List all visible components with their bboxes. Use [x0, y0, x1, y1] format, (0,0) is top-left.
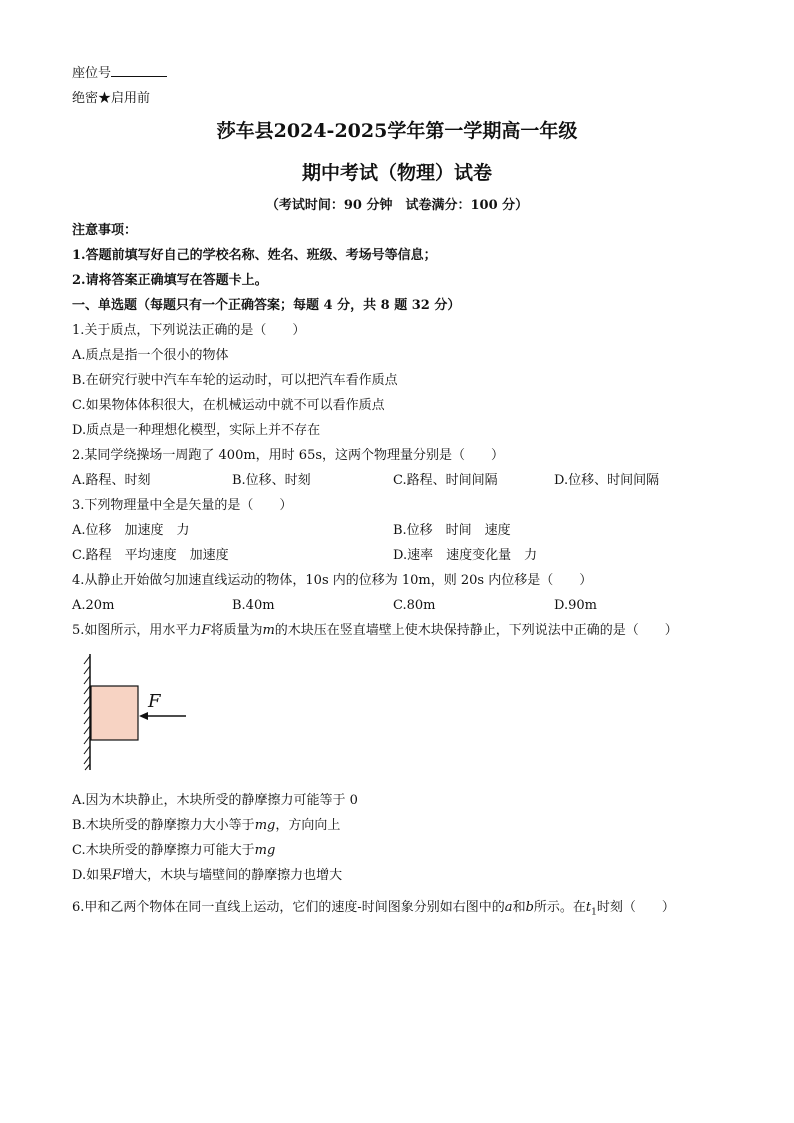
question-3-option-c: C.路程 平均速度 加速度 [72, 548, 229, 563]
question-6-stem-part: 所示。在 [533, 900, 586, 915]
time-symbol: t [585, 900, 592, 915]
question-5-option-a: A.因为木块静止，木块所受的静摩擦力可能等于 0 [72, 793, 358, 808]
notes-heading: 注意事项： [72, 223, 138, 238]
seat-number-blank [111, 64, 167, 77]
question-6-stem-part: 6.甲和乙两个物体在同一直线上运动，它们的速度-时间图象分别如右图中的 [72, 900, 505, 915]
graph-b-symbol: b [525, 900, 534, 915]
question-6-stem-part: 和 [512, 900, 526, 915]
question-2-option-b: B.位移、时刻 [232, 473, 311, 488]
wall-hatching [84, 654, 90, 770]
question-5-option-d-part: 增大，木块与墙壁间的静摩擦力也增大 [121, 868, 343, 883]
question-3-option-d: D.速率 速度变化量 力 [393, 548, 538, 563]
mg-symbol: mg [254, 843, 276, 858]
question-5-option-d-part: D.如果 [72, 868, 113, 883]
seat-number-field [72, 64, 167, 83]
question-1-option-b: B.在研究行驶中汽车车轮的运动时，可以把汽车看作质点 [72, 373, 398, 388]
question-1-stem: 1.关于质点，下列说法正确的是（ ） [72, 323, 306, 338]
question-3-stem: 3.下列物理量中全是矢量的是（ ） [72, 498, 293, 513]
page-subtitle: 期中考试（物理）试卷 [301, 162, 492, 184]
question-3-option-a: A.位移 加速度 力 [72, 523, 190, 538]
question-5-option-d [72, 867, 342, 885]
question-3-option-b: B.位移 时间 速度 [393, 523, 511, 538]
time-subscript: 1 [591, 907, 597, 918]
exam-info: （考试时间：90 分钟 试卷满分：100 分） [265, 198, 529, 213]
question-4-option-a: A.20m [72, 598, 115, 613]
force-symbol: F [112, 868, 122, 883]
wall-block-figure [78, 652, 198, 774]
question-5-stem-part: 5.如图所示，用水平力 [72, 623, 202, 638]
force-label: F [148, 691, 161, 712]
question-4-option-d: D.90m [554, 598, 597, 613]
question-5-option-c [72, 842, 275, 860]
force-symbol: F [201, 623, 211, 638]
question-1-option-c: C.如果物体体积很大，在机械运动中就不可以看作质点 [72, 398, 385, 413]
force-arrow [139, 712, 186, 720]
graph-a-symbol: a [504, 900, 513, 915]
page-title: 莎车县2024-2025学年第一学期高一年级 [216, 120, 578, 142]
question-5-option-b-part: B.木块所受的静摩擦力大小等于 [72, 818, 255, 833]
question-1-option-a: A.质点是指一个很小的物体 [72, 348, 229, 363]
question-5-option-b [72, 817, 340, 835]
question-2-stem: 2.某同学绕操场一周跑了 400m，用时 65s，这两个物理量分别是（ ） [72, 448, 505, 463]
question-5-stem-part: 将质量为 [210, 623, 263, 638]
question-5-stem-part: 的木块压在竖直墙壁上使木块保持静止，下列说法中正确的是（ ） [274, 623, 678, 638]
note-item: 2.请将答案正确填写在答题卡上。 [72, 273, 268, 288]
section-heading: 一、单选题（每题只有一个正确答案；每题 4 分，共 8 题 32 分） [72, 298, 461, 313]
question-5-stem [72, 622, 678, 640]
question-6-stem [72, 899, 675, 922]
question-4-stem: 4.从静止开始做匀加速直线运动的物体，10s 内的位移为 10m，则 20s 内位移是（ ） [72, 573, 593, 588]
mass-symbol: m [262, 623, 275, 638]
question-2-option-c: C.路程、时间间隔 [393, 473, 498, 488]
question-1-option-d: D.质点是一种理想化模型，实际上并不存在 [72, 423, 321, 438]
question-4-option-b: B.40m [232, 598, 275, 613]
question-2-option-a: A.路程、时刻 [72, 473, 151, 488]
seat-number-label: 座位号 [72, 66, 112, 81]
secret-label: 绝密★启用前 [72, 91, 151, 106]
note-item: 1.答题前填写好自己的学校名称、姓名、班级、考场号等信息； [72, 248, 437, 263]
question-4-option-c: C.80m [393, 598, 436, 613]
mg-symbol: mg [254, 818, 276, 833]
wooden-block [91, 686, 138, 740]
question-6-stem-part: 时刻（ ） [596, 900, 675, 915]
question-5-option-c-part: C.木块所受的静摩擦力可能大于 [72, 843, 255, 858]
question-2-option-d: D.位移、时间间隔 [554, 473, 660, 488]
question-5-option-b-part: ，方向向上 [275, 818, 341, 833]
